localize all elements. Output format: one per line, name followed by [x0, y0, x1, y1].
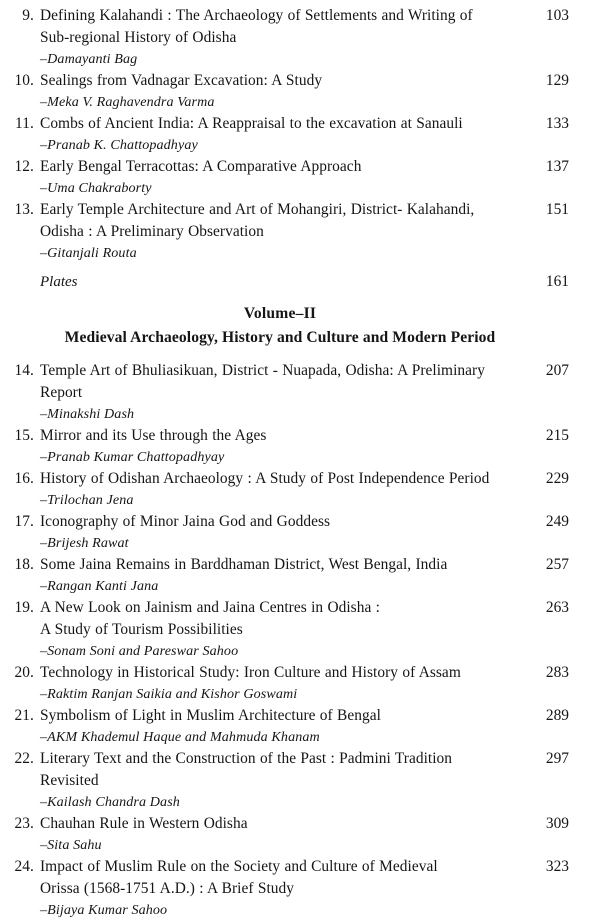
- toc-entry[interactable]: [0, 856, 600, 921]
- toc-entry-number: 14.: [14, 362, 34, 379]
- toc-entry-title-line: Chauhan Rule in Western Odisha: [40, 815, 248, 832]
- toc-entry-page-number: 133: [545, 115, 569, 132]
- toc-entry[interactable]: [0, 70, 600, 113]
- toc-entry-body: [34, 468, 529, 511]
- toc-entry[interactable]: [0, 597, 600, 662]
- toc-entry-number: 16.: [14, 470, 34, 487]
- toc-entry-title-line: Literary Text and the Construction of the Past : Padmini Tradition: [40, 750, 453, 767]
- toc-entry-title-line: Mirror and its Use through the Ages: [40, 427, 267, 444]
- toc-entry-body: [34, 813, 529, 856]
- toc-entry-title: [40, 199, 529, 243]
- toc-entry-title-line: Technology in Historical Study: Iron Culture and History of Assam: [40, 664, 461, 681]
- toc-entry-title: [40, 554, 529, 576]
- toc-entry[interactable]: [0, 662, 600, 705]
- toc-entry-title-line: Orissa (1568-1751 A.D.) : A Brief Study: [40, 880, 295, 897]
- toc-entry-body: [34, 425, 529, 468]
- toc-entry-page-number: 151: [545, 201, 569, 218]
- toc-entry-author: –Gitanjali Routa: [40, 245, 137, 261]
- toc-entry-author: –Bijaya Kumar Sahoo: [40, 902, 168, 918]
- toc-entry-title-line: Odisha : A Preliminary Observation: [40, 223, 264, 240]
- toc-entry-page-number: 297: [545, 750, 569, 767]
- toc-entry[interactable]: [0, 748, 600, 813]
- plates-page-number: 161: [545, 273, 569, 290]
- toc-entry-title-line: Revisited: [40, 772, 99, 789]
- toc-entry-number: 12.: [14, 158, 34, 175]
- toc-entry-page-number: 283: [545, 664, 569, 681]
- toc-entry-title-line: Temple Art of Bhuliasikuan, District - Nuapada, Odisha: A Preliminary: [40, 362, 485, 379]
- toc-entry-title-line: A New Look on Jainism and Jaina Centres in Odisha :: [40, 599, 380, 616]
- toc-entry-author: –Brijesh Rawat: [40, 535, 129, 551]
- toc-entry-number: 18.: [14, 556, 34, 573]
- toc-entry-page-number: 309: [545, 815, 569, 832]
- toc-entry-title: [40, 597, 529, 641]
- toc-entry-number: 11.: [15, 115, 34, 132]
- toc-entry-page-number: 257: [545, 556, 569, 573]
- toc-entry[interactable]: [0, 554, 600, 597]
- toc-entry-number: 19.: [14, 599, 34, 616]
- toc-entry-number: 22.: [14, 750, 34, 767]
- toc-entry-author: –Rangan Kanti Jana: [40, 578, 159, 594]
- plates-label: Plates: [40, 274, 78, 290]
- volume-subtitle: Medieval Archaeology, History and Culture and Modern Period: [64, 329, 496, 346]
- toc-entry[interactable]: [0, 425, 600, 468]
- toc-entry-title: [40, 156, 529, 178]
- toc-entry-body: [34, 156, 529, 199]
- toc-entry-author: –Minakshi Dash: [40, 406, 135, 422]
- toc-entry-title: [40, 705, 529, 727]
- toc-entry-number: 13.: [14, 201, 34, 218]
- volume-title: Volume–II: [243, 305, 317, 322]
- toc-entry-author: –Pranab K. Chattopadhyay: [40, 137, 198, 153]
- toc-entry-author: –Trilochan Jena: [40, 492, 134, 508]
- toc-entry-page-number: 229: [545, 470, 569, 487]
- toc-entry-author: –Meka V. Raghavendra Varma: [40, 94, 215, 110]
- toc-entry-title: [40, 662, 529, 684]
- toc-entry-number: 23.: [14, 815, 34, 832]
- toc-entry-page-number: 249: [545, 513, 569, 530]
- toc-entry[interactable]: [0, 156, 600, 199]
- toc-entry[interactable]: [0, 511, 600, 554]
- toc-entry-number: 10.: [14, 72, 34, 89]
- toc-entry-page-number: 289: [545, 707, 569, 724]
- toc-entry-body: [34, 5, 529, 70]
- toc-entry-page-number: 323: [545, 858, 569, 875]
- toc-entry-author: –Sita Sahu: [40, 837, 102, 853]
- volume-heading: [0, 302, 560, 350]
- toc-entry-page-number: 103: [545, 7, 569, 24]
- toc-entry-author: –Raktim Ranjan Saikia and Kishor Goswami: [40, 686, 298, 702]
- toc-entry-body: [34, 554, 529, 597]
- toc-entry-number: 20.: [14, 664, 34, 681]
- toc-entry-title: [40, 425, 529, 447]
- toc-entry[interactable]: [0, 468, 600, 511]
- toc-entry-page-number: 129: [545, 72, 569, 89]
- toc-entry-body: [34, 705, 529, 748]
- toc-entry-body: [34, 662, 529, 705]
- toc-entry-title: [40, 511, 529, 533]
- toc-entry-author: –AKM Khademul Haque and Mahmuda Khanam: [40, 729, 320, 745]
- toc-entry-number: 24.: [14, 858, 34, 875]
- toc-entry-page-number: 137: [545, 158, 569, 175]
- toc-entry-title: [40, 113, 529, 135]
- toc-entry-author: –Kailash Chandra Dash: [40, 794, 180, 810]
- toc-entry[interactable]: [0, 813, 600, 856]
- toc-entry-body: [34, 597, 529, 662]
- toc-entry[interactable]: [0, 5, 600, 70]
- plates-row: [0, 271, 600, 293]
- toc-entry-title-line: Sub-regional History of Odisha: [40, 29, 237, 46]
- toc-entry-title-line: Sealings from Vadnagar Excavation: A Study: [40, 72, 323, 89]
- toc-entry-title-line: Combs of Ancient India: A Reappraisal to the excavation at Sanauli: [40, 115, 463, 132]
- toc-entry-title-line: Impact of Muslim Rule on the Society and Culture of Medieval: [40, 858, 438, 875]
- toc-entry-title-line: Early Temple Architecture and Art of Mohangiri, District- Kalahandi,: [40, 201, 475, 218]
- toc-entry-body: [34, 360, 529, 425]
- toc-entry-title: [40, 468, 529, 490]
- toc-list: [0, 5, 600, 921]
- toc-entry-title-line: History of Odishan Archaeology : A Study of Post Independence Period: [40, 470, 490, 487]
- toc-entry-author: –Sonam Soni and Pareswar Sahoo: [40, 643, 239, 659]
- toc-entry[interactable]: [0, 360, 600, 425]
- toc-entry-title: [40, 5, 529, 49]
- toc-entry-number: 17.: [14, 513, 34, 530]
- toc-entry-title: [40, 748, 529, 792]
- toc-entry-author: –Pranab Kumar Chattopadhyay: [40, 449, 225, 465]
- toc-entry-page-number: 215: [545, 427, 569, 444]
- toc-entry-number: 15.: [14, 427, 34, 444]
- toc-entry-title-line: Early Bengal Terracottas: A Comparative Approach: [40, 158, 362, 175]
- heading-spacer: [0, 350, 600, 360]
- toc-entry-body: [34, 70, 529, 113]
- toc-section-volume-one-remainder: [0, 5, 600, 264]
- toc-entry-title-line: A Study of Tourism Possibilities: [40, 621, 243, 638]
- toc-entry-title: [40, 70, 529, 92]
- toc-entry-body: [34, 511, 529, 554]
- toc-entry-title-line: Defining Kalahandi : The Archaeology of Settlements and Writing of: [40, 7, 473, 24]
- toc-entry-title-line: Iconography of Minor Jaina God and Goddess: [40, 513, 331, 530]
- toc-entry-body: [34, 113, 529, 156]
- toc-section-volume-two: [0, 360, 600, 921]
- toc-entry[interactable]: [0, 199, 600, 264]
- toc-entry-title: [40, 360, 529, 404]
- toc-entry-title: [40, 856, 529, 900]
- toc-entry-body: [34, 199, 529, 264]
- toc-entry-page-number: 207: [545, 362, 569, 379]
- toc-entry-title: [40, 813, 529, 835]
- toc-entry-page-number: 263: [545, 599, 569, 616]
- toc-entry-title-line: Symbolism of Light in Muslim Architecture of Bengal: [40, 707, 381, 724]
- toc-entry[interactable]: [0, 113, 600, 156]
- toc-entry-body: [34, 748, 529, 813]
- toc-entry-title-line: Report: [40, 384, 83, 401]
- toc-entry-author: –Damayanti Bag: [40, 51, 138, 67]
- toc-entry-title-line: Some Jaina Remains in Barddhaman District, West Bengal, India: [40, 556, 448, 573]
- toc-entry-number: 9.: [22, 7, 34, 24]
- toc-entry-body: [34, 856, 529, 921]
- toc-entry-author: –Uma Chakraborty: [40, 180, 152, 196]
- toc-entry-number: 21.: [14, 707, 34, 724]
- toc-entry[interactable]: [0, 705, 600, 748]
